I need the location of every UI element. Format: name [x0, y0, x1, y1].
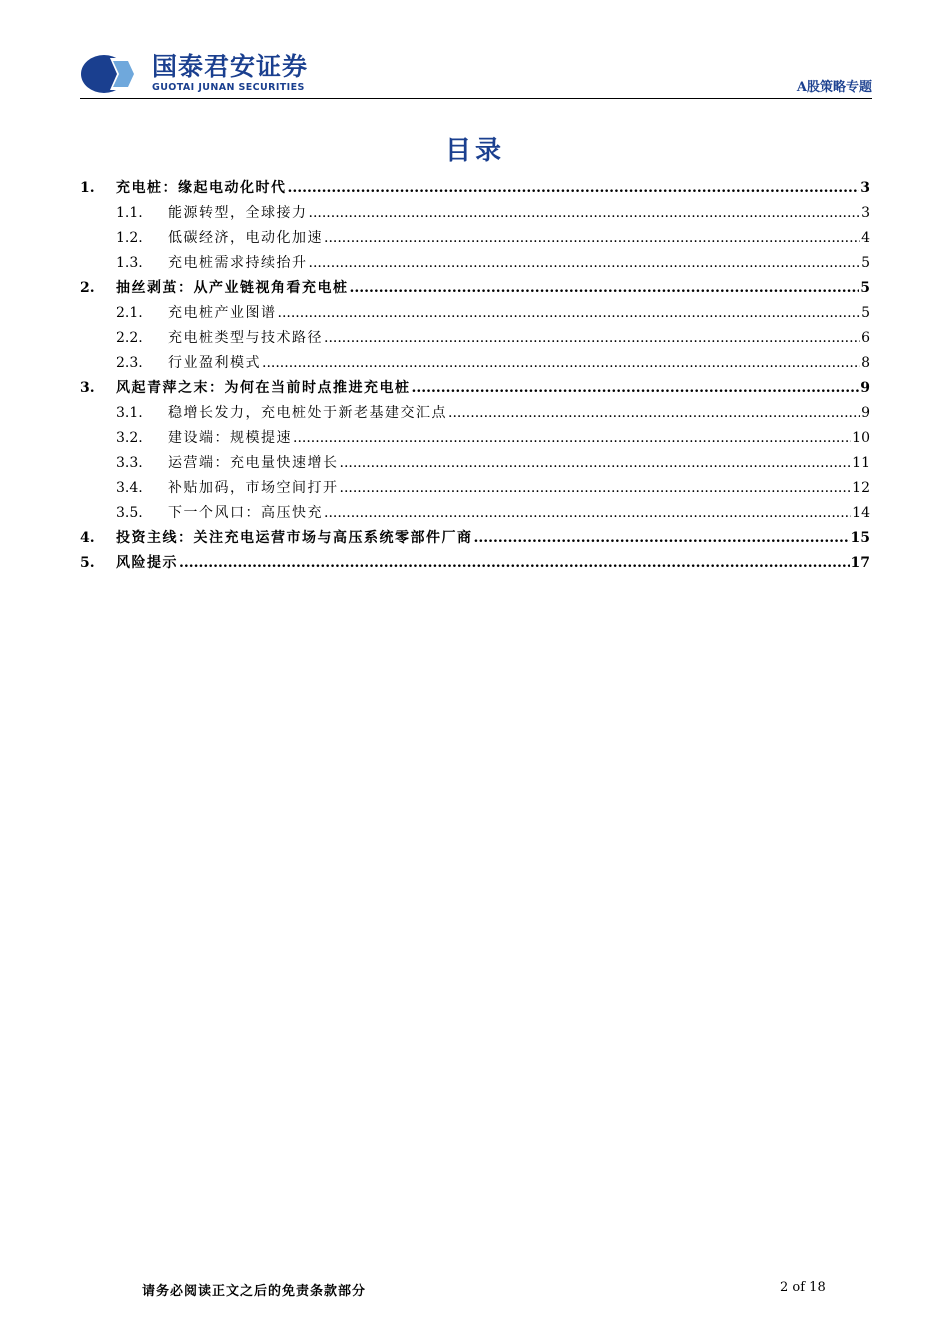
dot-leader	[412, 376, 860, 401]
dot-leader	[324, 326, 860, 351]
dot-leader	[293, 426, 851, 451]
toc-entry-5[interactable]: 5. 风险提示 ..... 17	[80, 551, 870, 576]
dot-leader	[179, 551, 850, 576]
company-name-en: GUOTAI JUNAN SECURITIES	[152, 82, 305, 93]
toc-entry-1-3[interactable]: 1.3. 充电桩需求持续抬升 ..... 5	[80, 251, 870, 276]
toc-entry-1-2[interactable]: 1.2. 低碳经济，电动化加速 ..... 4	[80, 226, 870, 251]
dot-leader	[288, 176, 860, 201]
toc-entry-2[interactable]: 2. 抽丝剥茧：从产业链视角看充电桩 ..... 5	[80, 276, 870, 301]
toc-entry-3-5[interactable]: 3.5. 下一个风口：高压快充 ..... 14	[80, 501, 870, 526]
dot-leader	[309, 251, 861, 276]
toc-entry-2-2[interactable]: 2.2. 充电桩类型与技术路径 ..... 6	[80, 326, 870, 351]
dot-leader	[448, 401, 860, 426]
dot-leader	[324, 501, 851, 526]
page-header	[80, 52, 872, 100]
toc-entry-3-2[interactable]: 3.2. 建设端：规模提速 ..... 10	[80, 426, 870, 451]
dot-leader	[340, 451, 852, 476]
dot-leader	[278, 301, 861, 326]
toc-entry-1-1[interactable]: 1.1. 能源转型，全球接力 ..... 3	[80, 201, 870, 226]
toc-entry-1[interactable]: 1. 充电桩：缘起电动化时代 ..... 3	[80, 176, 870, 201]
dot-leader	[309, 201, 861, 226]
company-name-cn: 国泰君安证券	[152, 52, 309, 81]
document-type-label: A股策略专题	[796, 80, 872, 95]
dot-leader	[324, 226, 860, 251]
footer-disclaimer: 请务必阅读正文之后的免责条款部分	[142, 1284, 367, 1299]
dot-leader	[350, 276, 860, 301]
toc-entry-3-4[interactable]: 3.4. 补贴加码，市场空间打开 ..... 12	[80, 476, 870, 501]
toc-title: 目录	[444, 136, 505, 166]
toc-entry-3-1[interactable]: 3.1. 稳增长发力，充电桩处于新老基建交汇点 ..... 9	[80, 401, 870, 426]
guotai-junan-logo-icon	[80, 54, 138, 94]
dot-leader	[474, 526, 850, 551]
dot-leader	[262, 351, 860, 376]
toc-entry-3[interactable]: 3. 风起青萍之末：为何在当前时点推进充电桩 ..... 9	[80, 376, 870, 401]
dot-leader	[340, 476, 852, 501]
header-divider	[80, 98, 872, 99]
table-of-contents	[80, 176, 870, 576]
toc-entry-3-3[interactable]: 3.3. 运营端：充电量快速增长 ..... 11	[80, 451, 870, 476]
toc-entry-4[interactable]: 4. 投资主线：关注充电运营市场与高压系统零部件厂商 ..... 15	[80, 526, 870, 551]
toc-entry-2-3[interactable]: 2.3. 行业盈利模式 ..... 8	[80, 351, 870, 376]
footer-page-number: 2 of 18	[780, 1280, 826, 1295]
toc-entry-2-1[interactable]: 2.1. 充电桩产业图谱 ..... 5	[80, 301, 870, 326]
